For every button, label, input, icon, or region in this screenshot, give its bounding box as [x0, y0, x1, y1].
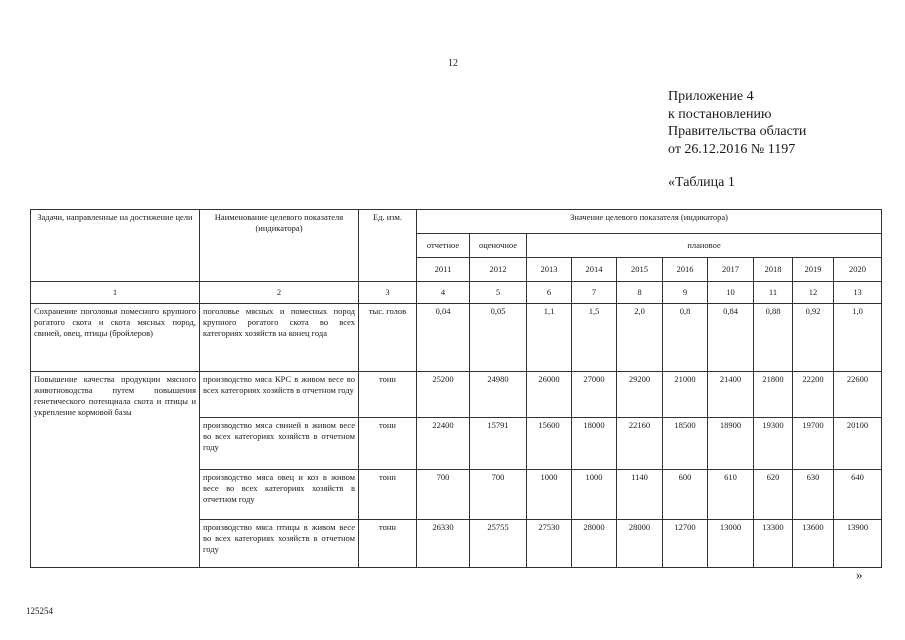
value-cell: 700 — [417, 470, 470, 520]
year-cell: 2018 — [754, 258, 793, 282]
value-cell: 20100 — [834, 418, 882, 470]
value-cell: 0,84 — [708, 304, 754, 372]
appendix-line: Приложение 4 — [668, 89, 754, 104]
appendix-line: Правительства области — [668, 124, 807, 139]
column-number: 3 — [359, 282, 417, 304]
header-planned: плановое — [527, 234, 882, 258]
value-cell: 15791 — [470, 418, 527, 470]
year-cell: 2012 — [470, 258, 527, 282]
value-cell: 26000 — [527, 372, 572, 418]
column-number: 5 — [470, 282, 527, 304]
table-title: «Таблица 1 — [668, 175, 735, 190]
value-cell: 18000 — [572, 418, 617, 470]
task-cell: Сохранение поголовья помесного крупного рогатого скота и скота мясных пород, свиней, овец, птицы (бройлеров) — [31, 304, 200, 372]
value-cell: 22400 — [417, 418, 470, 470]
column-number: 9 — [663, 282, 708, 304]
value-cell: 1140 — [617, 470, 663, 520]
column-number: 6 — [527, 282, 572, 304]
value-cell: 640 — [834, 470, 882, 520]
value-cell: 630 — [793, 470, 834, 520]
value-cell: 26330 — [417, 520, 470, 568]
unit-cell: тонн — [359, 418, 417, 470]
value-cell: 15600 — [527, 418, 572, 470]
value-cell: 1000 — [572, 470, 617, 520]
value-cell: 700 — [470, 470, 527, 520]
value-cell: 21000 — [663, 372, 708, 418]
header-indicator: Наименование целевого показателя (индикатора) — [200, 210, 359, 282]
value-cell: 22200 — [793, 372, 834, 418]
task-cell: Повышение качества продукции мясного животноводства путем повышения генетического потенциала скота и птицы и укрепление кормовой базы — [31, 372, 200, 568]
value-cell: 1,1 — [527, 304, 572, 372]
value-cell: 27000 — [572, 372, 617, 418]
column-number: 8 — [617, 282, 663, 304]
header-unit: Ед. изм. — [359, 210, 417, 282]
column-number: 10 — [708, 282, 754, 304]
value-cell: 28000 — [617, 520, 663, 568]
value-cell: 1,5 — [572, 304, 617, 372]
value-cell: 21400 — [708, 372, 754, 418]
value-cell: 12700 — [663, 520, 708, 568]
column-number: 12 — [793, 282, 834, 304]
value-cell: 25200 — [417, 372, 470, 418]
value-cell: 18500 — [663, 418, 708, 470]
year-cell: 2017 — [708, 258, 754, 282]
header-reported: отчетное — [417, 234, 470, 258]
year-cell: 2013 — [527, 258, 572, 282]
value-cell: 19700 — [793, 418, 834, 470]
value-cell: 620 — [754, 470, 793, 520]
column-number: 2 — [200, 282, 359, 304]
value-cell: 13000 — [708, 520, 754, 568]
indicator-cell: производство мяса птицы в живом весе во всех категориях хозяйств в отчетном году — [200, 520, 359, 568]
value-cell: 25755 — [470, 520, 527, 568]
year-cell: 2011 — [417, 258, 470, 282]
value-cell: 13300 — [754, 520, 793, 568]
year-cell: 2020 — [834, 258, 882, 282]
year-cell: 2016 — [663, 258, 708, 282]
value-cell: 0,05 — [470, 304, 527, 372]
header-value-group: Значение целевого показателя (индикатора) — [417, 210, 882, 234]
value-cell: 21800 — [754, 372, 793, 418]
page-number: 12 — [448, 58, 458, 69]
indicator-cell: производство мяса свиней в живом весе во всех категориях хозяйств в отчетном году — [200, 418, 359, 470]
year-cell: 2014 — [572, 258, 617, 282]
header-tasks: Задачи, направленные на достижение цели — [31, 210, 200, 282]
appendix-line: к постановлению — [668, 106, 772, 122]
value-cell: 18900 — [708, 418, 754, 470]
appendix-block — [668, 88, 806, 158]
value-cell: 19300 — [754, 418, 793, 470]
indicator-cell: производство мяса КРС в живом весе во всех категориях хозяйств в отчетном году — [200, 372, 359, 418]
year-cell: 2019 — [793, 258, 834, 282]
value-cell: 27530 — [527, 520, 572, 568]
unit-cell: тыс. голов — [359, 304, 417, 372]
indicator-cell: поголовье мясных и помесных пород крупного рогатого скота во всех категориях хозяйств на конец года — [200, 304, 359, 372]
indicator-cell: производство мяса овец и коз в живом весе во всех категориях хозяйств в отчетном году — [200, 470, 359, 520]
value-cell: 600 — [663, 470, 708, 520]
value-cell: 0,04 — [417, 304, 470, 372]
value-cell: 0,92 — [793, 304, 834, 372]
closing-quote: » — [856, 567, 863, 582]
column-number: 13 — [834, 282, 882, 304]
column-number: 4 — [417, 282, 470, 304]
indicator-table — [30, 209, 882, 568]
value-cell: 610 — [708, 470, 754, 520]
value-cell: 0,88 — [754, 304, 793, 372]
year-cell: 2015 — [617, 258, 663, 282]
column-number: 11 — [754, 282, 793, 304]
unit-cell: тонн — [359, 470, 417, 520]
footer-code: 125254 — [26, 606, 53, 616]
value-cell: 22600 — [834, 372, 882, 418]
value-cell: 1,0 — [834, 304, 882, 372]
value-cell: 0,8 — [663, 304, 708, 372]
value-cell: 2,0 — [617, 304, 663, 372]
value-cell: 22160 — [617, 418, 663, 470]
value-cell: 1000 — [527, 470, 572, 520]
value-cell: 24980 — [470, 372, 527, 418]
column-number: 1 — [31, 282, 200, 304]
unit-cell: тонн — [359, 372, 417, 418]
appendix-line: от 26.12.2016 № 1197 — [668, 141, 796, 157]
value-cell: 13600 — [793, 520, 834, 568]
value-cell: 13900 — [834, 520, 882, 568]
value-cell: 29200 — [617, 372, 663, 418]
header-estimated: оценочное — [470, 234, 527, 258]
table-row — [31, 304, 882, 372]
table-row — [31, 372, 882, 418]
column-number: 7 — [572, 282, 617, 304]
unit-cell: тонн — [359, 520, 417, 568]
value-cell: 28000 — [572, 520, 617, 568]
